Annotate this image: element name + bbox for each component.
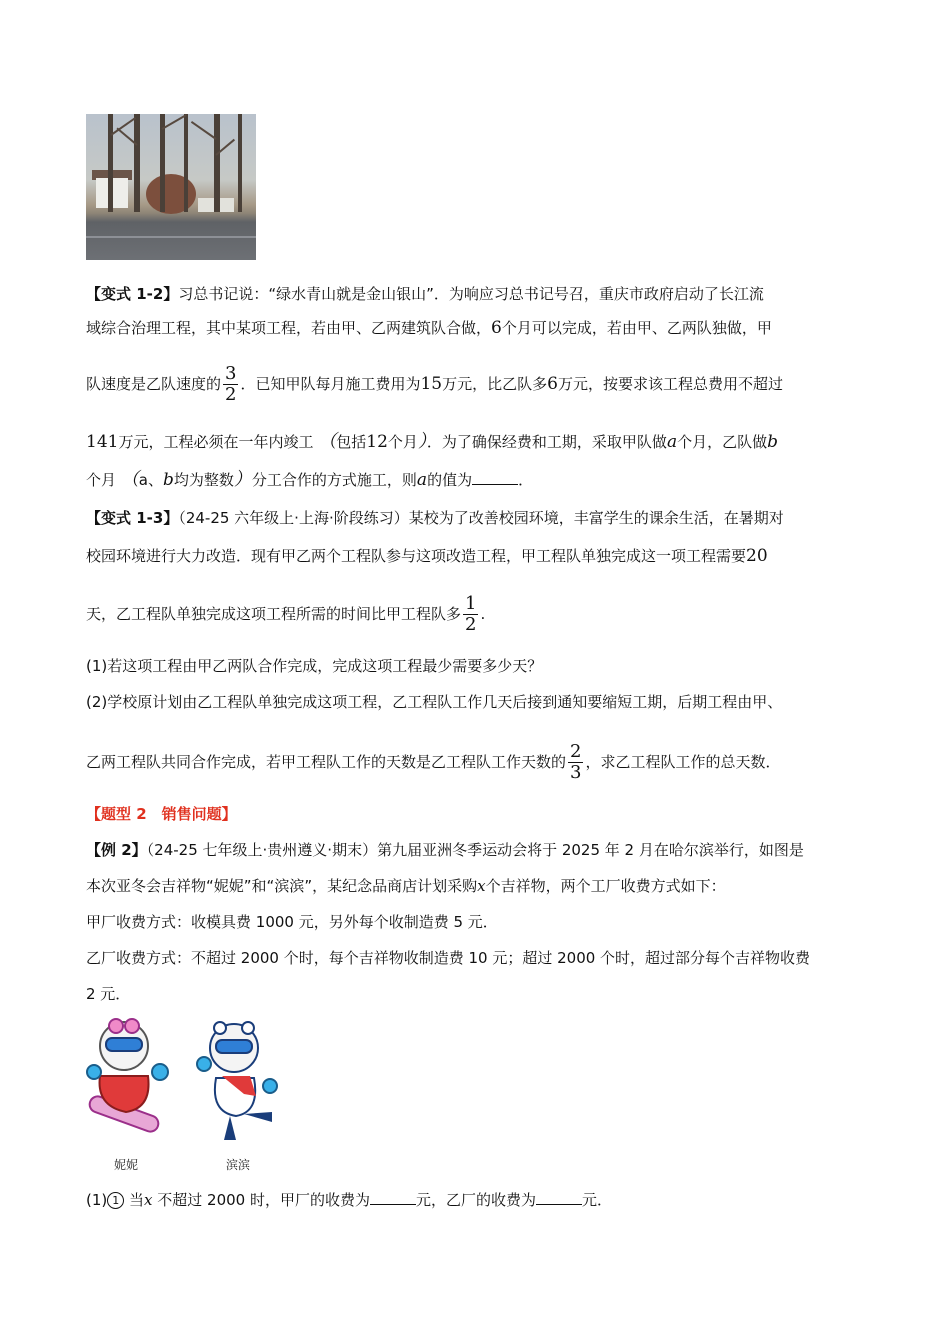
answer-blank[interactable] [472, 468, 518, 485]
example2-line4: 乙厂收费方式：不超过 2000 个时，每个吉祥物收制造费 10 元；超过 2000 个时，超过部分每个吉祥物收费 [86, 949, 811, 967]
mascot-nini [87, 1019, 168, 1134]
mascot-binbin [197, 1022, 277, 1140]
section-heading: 【题型 2 销售问题】 [86, 805, 237, 823]
tree-trunk [214, 114, 220, 212]
mascot-drawing [86, 1016, 286, 1156]
tree-trunk [108, 114, 113, 212]
example2-q1: (1) 1 当x 不超过 2000 时，甲厂的收费为 元，乙厂的收费为 元． [86, 1188, 612, 1210]
answer-blank-yi[interactable] [536, 1188, 582, 1205]
tree-trunk [134, 114, 140, 212]
example2-line5: 2 元． [86, 985, 131, 1003]
caption-nini: 妮妮 [114, 1158, 139, 1172]
tree-branch [191, 121, 217, 140]
problem-label: 【例 2】 [86, 841, 147, 859]
example2-line2: 本次亚冬会吉祥物“妮妮”和“滨滨”，某纪念品商店计划采购x个吉祥物，两个工厂收费方式如下： [86, 877, 726, 895]
problem-v13-q1: (1)若这项工程由甲乙两队合作完成，完成这项工程最少需要多少天？ [86, 657, 543, 675]
problem-label: 【变式 1-3】 [86, 509, 179, 527]
example2-line1: 【例 2】（24-25 七年级上·贵州遵义·期末）第九届亚洲冬季运动会将于 2025 年 2 月在哈尔滨举行，如图是 [86, 841, 804, 859]
problem-v12-line4: 141万元，工程必须在一年内竣工 （包括12个月）．为了确保经费和工期，采取甲队做a个月，乙队做b [86, 431, 778, 452]
fraction: $\frac{1}{2}$ [465, 593, 477, 635]
problem-label: 【变式 1-2】 [86, 285, 179, 303]
fraction: $\frac{2}{3}$ [570, 741, 582, 783]
caption-binbin: 滨滨 [226, 1158, 251, 1172]
road-line [86, 236, 256, 238]
problem-v13-q2-line2: 乙两工程队共同合作完成，若甲工程队工作的天数是乙工程队工作天数的 $\frac{2}{3}$ ，求乙工程队工作的总天数． [86, 741, 781, 783]
circled-number: 1 [107, 1192, 124, 1209]
problem-v12-line5: 个月 （a、b均为整数）分工合作的方式施工，则a的值为 ． [86, 469, 534, 490]
shrub-shape [146, 174, 196, 214]
example2-line3: 甲厂收费方式：收模具费 1000 元，另外每个收制造费 5 元． [86, 913, 498, 931]
mascot-illustration [86, 1016, 286, 1176]
tree-trunk [184, 114, 188, 212]
problem-v12-line3: 队速度是乙队速度的 $\frac{3}{2}$ ．已知甲队每月施工费用为15万元，比乙队多6万元，按要求该工程总费用不超过 [86, 363, 783, 405]
tree-branch [162, 114, 187, 130]
problem-v12-line1: 【变式 1-2】习总书记说：“绿水青山就是金山银山”．为响应习总书记号召，重庆市政府启动了长江流 [86, 285, 764, 303]
problem-v13-line3: 天，乙工程队单独完成这项工程所需的时间比甲工程队多 $\frac{1}{2}$ . [86, 593, 486, 635]
problem-v13-line1: 【变式 1-3】（24-25 六年级上·上海·阶段练习）某校为了改善校园环境，丰富学生的课余生活，在暑期对 [86, 509, 784, 527]
problem-v13-line2: 校园环境进行大力改造．现有甲乙两个工程队参与这项改造工程，甲工程队单独完成这一项工程需要20 [86, 546, 768, 566]
answer-blank-jia[interactable] [370, 1188, 416, 1205]
problem-v13-q2-line1: (2)学校原计划由乙工程队单独完成这项工程，乙工程队工作几天后接到通知要缩短工期，后期工程由甲、 [86, 693, 783, 711]
problem-v12-line2: 域综合治理工程，其中某项工程，若由甲、乙两建筑队合做，6个月可以完成，若由甲、乙两队独做，甲 [86, 318, 772, 338]
tree-trunk [238, 114, 242, 212]
fraction: $\frac{3}{2}$ [225, 363, 237, 405]
landscape-photo [86, 114, 256, 260]
